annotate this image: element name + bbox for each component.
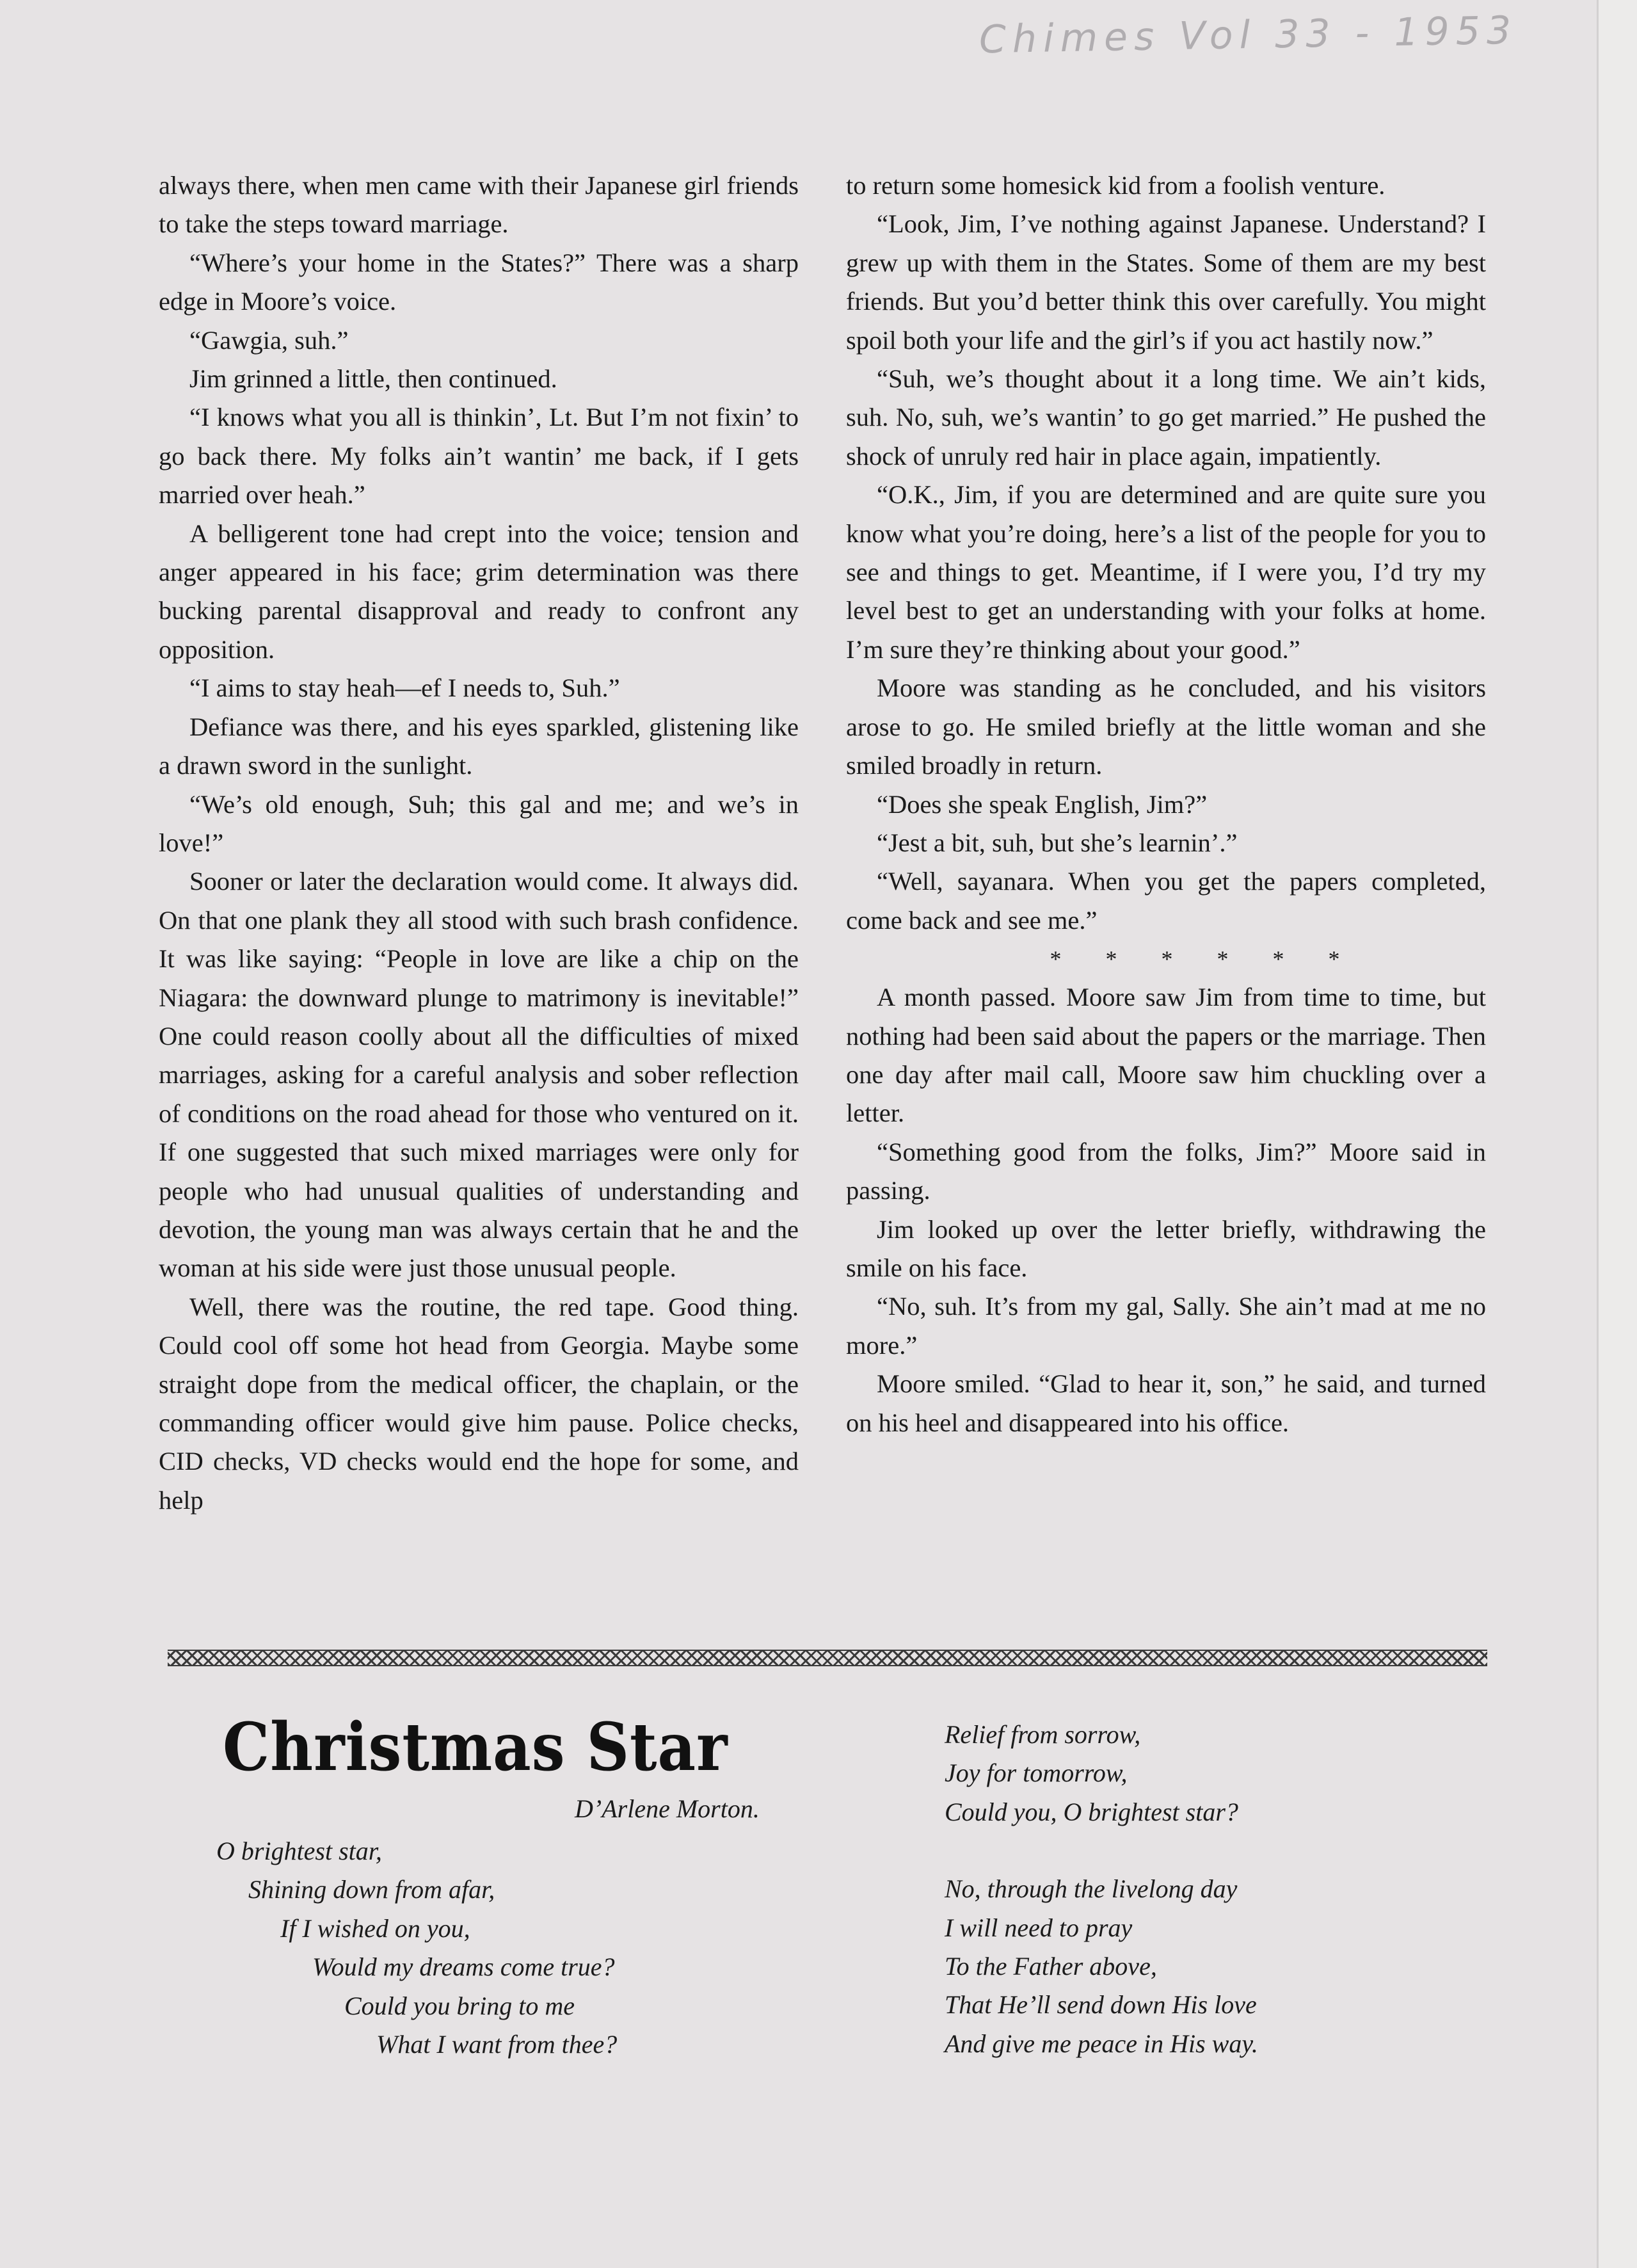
story-column-right-part-b: [846, 978, 1486, 1442]
poem-line: Shining down from afar,: [248, 1875, 495, 1904]
story-paragraph: Sooner or later the declaration would come. It always did. On that one plank they all stood with such brash confidence. It was like saying: “People in love are like a chip on the Niagara: the downward plunge to matrimony is inevitable!” One could reason coolly about all the difficulties of mixed marriages, asking for a careful analysis and sober reflection of conditions on the road ahead for those who ventured on it. If one suggested that such mixed marriages were only for people who had unusual qualities of understanding and devotion, the young man was always certain that he and the woman at his side were just those unusual people.: [159, 867, 799, 1283]
story-paragraph: Well, there was the routine, the red tape. Good thing. Could cool off some hot head from Georgia. Maybe some straight dope from the medical officer, the chaplain, or the commanding officer would give him pause. Police checks, CID checks, VD checks would end the hope for some, and help: [159, 1292, 799, 1515]
poem-line: That He’ll send down His love: [945, 1990, 1257, 2020]
poem-line: Would my dreams come true?: [312, 1952, 615, 1982]
story-paragraph: Moore was standing as he concluded, and his visitors arose to go. He smiled briefly at the little woman and she smiled broadly in return.: [846, 673, 1486, 780]
poem-line: If I wished on you,: [280, 1913, 470, 1943]
poem-line: Relief from sorrow,: [945, 1720, 1141, 1749]
story-paragraph: “Gawgia, suh.”: [189, 325, 349, 355]
poem-line: Could you, O brightest star?: [945, 1797, 1238, 1826]
poem-title: Christmas Star: [223, 1708, 728, 1786]
story-paragraph: A belligerent tone had crept into the voice; tension and anger appeared in his face; grim determination was there bucking parental disapproval and ready to confront any opposition.: [159, 519, 799, 664]
story-paragraph: Defiance was there, and his eyes sparkled, glistening like a drawn sword in the sunlight.: [159, 712, 799, 780]
poem-column-left: [216, 1832, 792, 2064]
story-paragraph: “O.K., Jim, if you are determined and are quite sure you know what you’re doing, here’s a list of the people for you to see and things to get. Meantime, if I were you, I’d try my level best to get an understanding with your folks at home. I’m sure they’re thinking about your good.”: [846, 480, 1486, 664]
poem-line: Joy for tomorrow,: [945, 1758, 1128, 1788]
story-paragraph: A month passed. Moore saw Jim from time to time, but nothing had been said about the papers or the marriage. Then one day after mail call, Moore saw him chuckling over a letter.: [846, 983, 1486, 1128]
story-paragraph: “Something good from the folks, Jim?” Moore said in passing.: [846, 1137, 1486, 1205]
story-paragraph: Moore smiled. “Glad to hear it, son,” he said, and turned on his heel and disappeared into his office.: [846, 1369, 1486, 1437]
ornamental-divider: [168, 1650, 1487, 1666]
handwritten-annotation: Chimes Vol 33 - 1953: [978, 8, 1518, 63]
story-paragraph: “Well, sayanara. When you get the papers completed, come back and see me.”: [846, 867, 1486, 935]
story-paragraph: Jim looked up over the letter briefly, withdrawing the smile on his face.: [846, 1214, 1486, 1282]
story-paragraph: Jim grinned a little, then continued.: [189, 364, 557, 394]
story-paragraph: “We’s old enough, Suh; this gal and me; and we’s in love!”: [159, 789, 799, 857]
poem-column-right: [945, 1716, 1521, 2063]
stanza-break: [945, 1831, 1521, 1870]
story-column-right-part-a: [846, 166, 1486, 940]
poem-author: D’Arlene Morton.: [575, 1794, 760, 1823]
story-paragraph: “Does she speak English, Jim?”: [877, 789, 1208, 819]
poem-line: I will need to pray: [945, 1913, 1133, 1942]
story-paragraph: “Jest a bit, suh, but she’s learnin’.”: [877, 828, 1238, 857]
poem-line: Could you bring to me: [344, 1991, 575, 2020]
story-paragraph: to return some homesick kid from a foolish venture.: [846, 171, 1385, 200]
story-column-right: [846, 166, 1486, 1442]
story-paragraph: “Look, Jim, I’ve nothing against Japanese. Understand? I grew up with them in the States. Some of them are my best friends. But you’d better think this over carefully. You might spoil both your life and the girl’s if you act hastily now.”: [846, 209, 1486, 355]
poem-line: No, through the livelong day: [945, 1874, 1238, 1904]
poem-line: What I want from thee?: [376, 2030, 618, 2059]
section-separator: * * * * * *: [1050, 946, 1359, 972]
poem-line: To the Father above,: [945, 1952, 1157, 1981]
story-paragraph: always there, when men came with their Japanese girl friends to take the steps toward marriage.: [159, 171, 799, 239]
poem-line: O brightest star,: [216, 1837, 382, 1865]
story-paragraph: “Suh, we’s thought about it a long time. We ain’t kids, suh. No, suh, we’s wantin’ to go get married.” He pushed the shock of unruly red hair in place again, impatiently.: [846, 364, 1486, 470]
story-paragraph: “I knows what you all is thinkin’, Lt. But I’m not fixin’ to go back there. My folks ain’t wantin’ me back, if I gets married over heah.”: [159, 403, 799, 510]
story-column-left: [159, 166, 799, 1520]
story-paragraph: “I aims to stay heah—ef I needs to, Suh.”: [189, 673, 620, 703]
poem-line: And give me peace in His way.: [945, 2029, 1258, 2058]
story-paragraph: “Where’s your home in the States?” There was a sharp edge in Moore’s voice.: [159, 248, 799, 316]
story-paragraph: “No, suh. It’s from my gal, Sally. She ain’t mad at me no more.”: [846, 1292, 1486, 1360]
